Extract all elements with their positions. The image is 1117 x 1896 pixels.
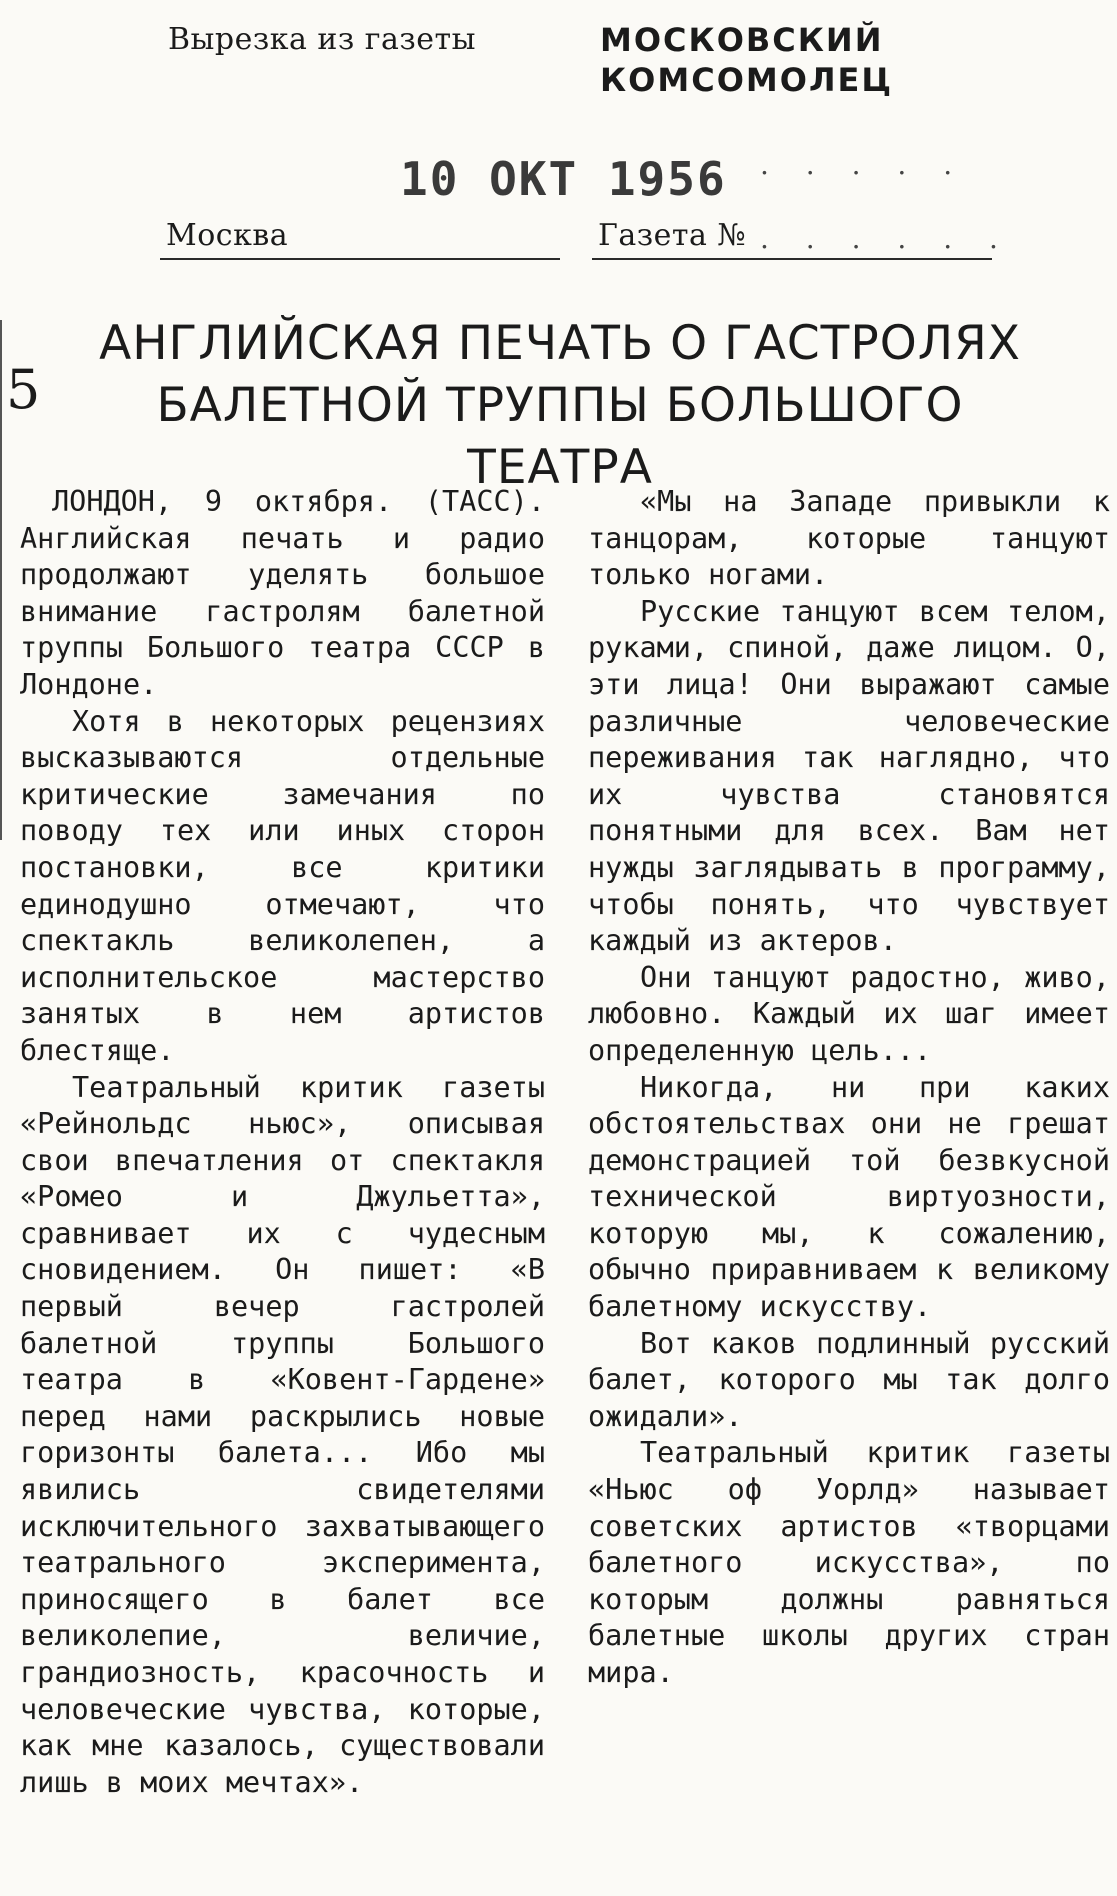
article-paragraph: Они танцуют радостно, живо, любовно. Каждый их шаг имеет определенную цель...	[588, 960, 1110, 1067]
headline-line2: БАЛЕТНОЙ ТРУППЫ БОЛЬШОГО	[156, 378, 964, 434]
date-stamp: 10 ОКТ 1956	[400, 152, 727, 206]
newspaper-name	[600, 20, 893, 100]
article-paragraph: Хотя в некоторых рецензиях высказываются отдельные критические замечания по поводу тех или иных сторон постановки, все критики единодушно отмечают, что спектакль великолепен, а исполнительское мастерство занятых в нем артистов блестяще.	[20, 704, 545, 1067]
headline-line1: АНГЛИЙСКАЯ ПЕЧАТЬ О ГАСТРОЛЯХ	[99, 316, 1021, 372]
clipping-edge-line	[0, 320, 2, 840]
clipping-label: Вырезка из газеты	[168, 22, 477, 57]
article-paragraph: Театральный критик газеты «Рейнольдс ньюс», описывая свои впечатления от спектакля «Ромео и Джульетта», сравнивает их с чудесным сновидением. Он пишет: «В первый вечер гастролей балетной труппы Большого театра в «Ковент-Гардене» перед нами раскрылись новые горизонты балета... Ибо мы явились свидетелями исключительного захватывающего театрального эксперимента, приносящего в балет все великолепие, величие, грандиозность, красочность и человеческие чувства, которые, как мне казалось, существовали лишь в моих мечтах».	[20, 1070, 545, 1799]
handwritten-margin-mark: 5	[6, 358, 41, 421]
city-rule	[160, 258, 560, 260]
article-paragraph: Вот каков подлинный русский балет, которого мы так долго ожидали».	[588, 1326, 1110, 1433]
article-paragraph: Театральный критик газеты «Ньюс оф Уорлд» называет советских артистов «творцами балетного искусства», по которым должны равняться балетные школы других стран мира.	[588, 1436, 1110, 1689]
article-paragraph: «Мы на Западе привыкли к танцорам, которые танцуют только ногами.	[588, 485, 1110, 592]
newspaper-name-line2: КОМСОМОЛЕЦ	[600, 61, 894, 99]
gazeta-number-label: Газета №	[598, 218, 747, 253]
article-paragraph: Никогда, ни при каких обстоятельствах они не грешат демонстрацией той безвкусной технической виртуозности, которую мы, к сожалению, обычно приравниваем к великому балетному искусству.	[588, 1070, 1110, 1324]
article-paragraph: Русские танцуют всем телом, руками, спиной, даже лицом. О, эти лица! Они выражают самые различные человеческие переживания так наглядно, что их чувства становятся понятными для всех. Вам нет нужды заглядывать в программу, чтобы понять, что чувствует каждый из актеров.	[588, 594, 1110, 958]
stamp-dots: . . . . .	[760, 148, 967, 181]
gazeta-rule	[592, 258, 992, 260]
newspaper-name-line1: МОСКОВСКИЙ	[600, 21, 884, 59]
gazeta-number-dots: . . . . . .	[760, 222, 1012, 255]
article-column-left	[20, 484, 545, 1801]
city-label: Москва	[166, 218, 289, 253]
article-paragraph: ЛОНДОН, 9 октября. (ТАСС). Английская печать и радио продолжают уделять большое внимание гастролям балетной труппы Большого театра СССР в Лондоне.	[20, 485, 545, 701]
article-column-right	[588, 484, 1110, 1692]
headline-line3: ТЕАТРА	[467, 440, 653, 496]
article-headline	[40, 313, 1080, 499]
